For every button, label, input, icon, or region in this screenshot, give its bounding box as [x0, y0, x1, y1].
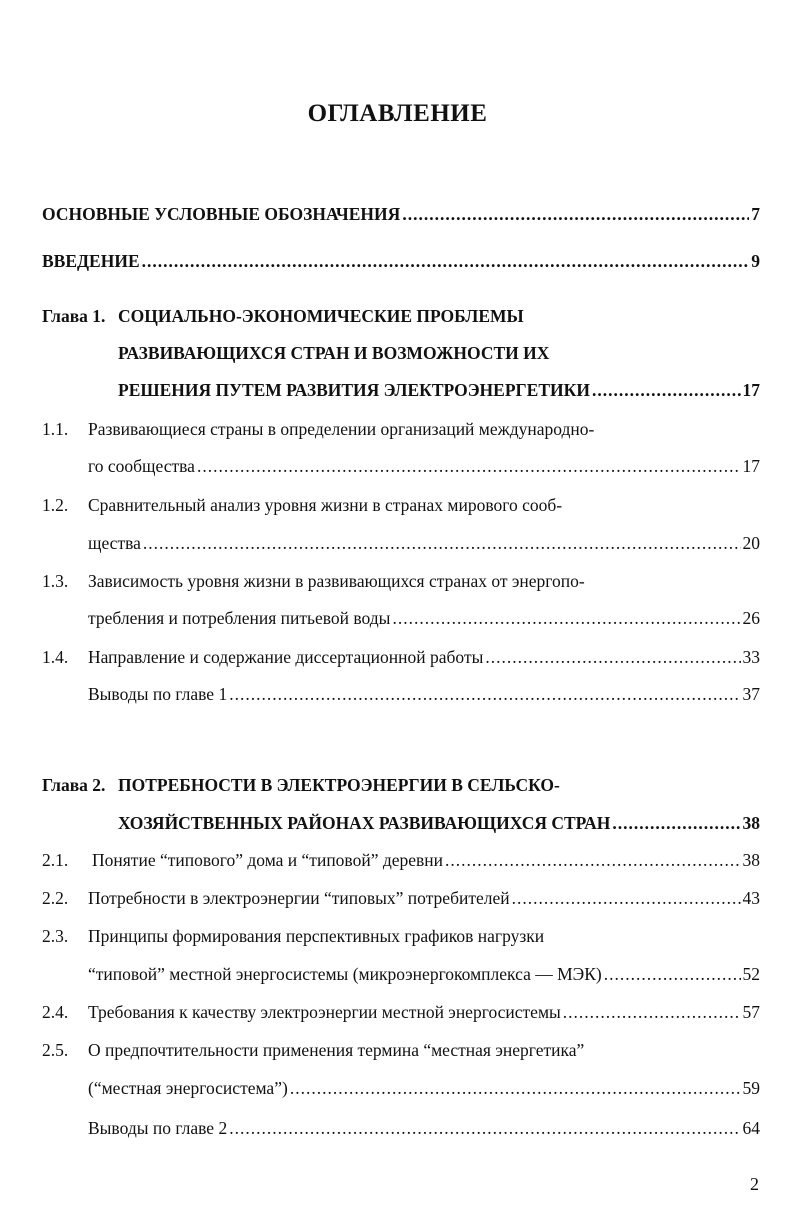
section-page: 43: [742, 888, 760, 908]
section-title: го сообщества: [88, 456, 195, 476]
section-title: щества: [88, 533, 141, 553]
section-page: 52: [742, 964, 760, 984]
section-1-1: [42, 419, 760, 445]
toc-entry-page: 9: [751, 251, 760, 271]
section-title: Понятие “типового” дома и “типовой” деревни: [92, 850, 444, 870]
section-title: требления и потребления питьевой воды: [88, 608, 391, 628]
chapter-title: РЕШЕНИЯ ПУТЕМ РАЗВИТИЯ ЭЛЕКТРОЭНЕРГЕТИКИ: [118, 380, 590, 400]
toc-leader-dots: [402, 204, 749, 225]
conclusion-title: Выводы по главе 2: [88, 1118, 228, 1138]
toc-leader-dots: [290, 1078, 741, 1099]
chapter-label: Глава 2.: [42, 775, 106, 795]
toc-entry-text: ОСНОВНЫЕ УСЛОВНЫЕ ОБОЗНАЧЕНИЯ: [42, 204, 401, 224]
chapter1-heading-line2: [42, 343, 760, 369]
chapter-title: СОЦИАЛЬНО-ЭКОНОМИЧЕСКИЕ ПРОБЛЕМЫ: [118, 306, 524, 326]
chapter-title: ХОЗЯЙСТВЕННЫХ РАЙОНАХ РАЗВИВАЮЩИХСЯ СТРАН: [118, 813, 611, 833]
chapter2-conclusion: [42, 1118, 760, 1144]
section-2-2: [42, 888, 760, 914]
section-page: 59: [742, 1078, 760, 1098]
toc-leader-dots: [445, 850, 740, 871]
toc-leader-dots: [197, 456, 741, 477]
toc-leader-dots: [512, 888, 741, 909]
page-title: ОГЛАВЛЕНИЕ: [307, 100, 488, 127]
section-1-3-cont: [42, 608, 760, 634]
section-page: 57: [742, 1002, 760, 1022]
section-2-4: [42, 1002, 760, 1028]
section-number: 1.1.: [42, 419, 69, 439]
section-title: Требования к качеству электроэнергии местной энергосистемы: [88, 1002, 561, 1022]
toc-leader-dots: [392, 608, 740, 629]
section-number: 2.2.: [42, 888, 69, 908]
section-2-5: [42, 1040, 760, 1066]
chapter2-heading-line2: [42, 813, 760, 839]
section-1-4: [42, 647, 760, 673]
section-number: 2.5.: [42, 1040, 69, 1060]
chapter-page: 17: [742, 380, 760, 400]
toc-leader-dots: [143, 533, 741, 554]
section-page: 17: [742, 456, 760, 476]
section-title: Зависимость уровня жизни в развивающихся странах от энергопо-: [88, 571, 585, 591]
section-1-3: [42, 571, 760, 597]
section-page: 38: [742, 850, 760, 870]
section-number: 1.3.: [42, 571, 69, 591]
section-number: 2.1.: [42, 850, 69, 870]
toc-leader-dots: [604, 964, 741, 985]
section-page: 20: [742, 533, 760, 553]
conclusion-title: Выводы по главе 1: [88, 684, 228, 704]
section-2-3: [42, 926, 760, 952]
section-number: 2.3.: [42, 926, 69, 946]
section-title: Развивающиеся страны в определении организаций международно-: [88, 419, 595, 439]
section-page: 33: [742, 647, 760, 667]
toc-leader-dots: [229, 684, 740, 705]
section-title: (“местная энергосистема”): [88, 1078, 288, 1098]
toc-entry-text: ВВЕДЕНИЕ: [42, 251, 140, 271]
chapter-title: РАЗВИВАЮЩИХСЯ СТРАН И ВОЗМОЖНОСТИ ИХ: [118, 343, 550, 363]
section-title: Потребности в электроэнергии “типовых” потребителей: [88, 888, 510, 908]
page-number: 2: [750, 1174, 759, 1194]
toc-leader-dots: [229, 1118, 740, 1139]
toc-leader-dots: [612, 813, 740, 834]
chapter1-heading-line3: [42, 380, 760, 406]
section-number: 1.2.: [42, 495, 69, 515]
section-title: Сравнительный анализ уровня жизни в странах мирового сооб-: [88, 495, 563, 515]
chapter1-conclusion: [42, 684, 760, 710]
toc-leader-dots: [142, 251, 750, 272]
chapter-label: Глава 1.: [42, 306, 106, 326]
section-2-3-cont: [42, 964, 760, 990]
section-title: О предпочтительности применения термина “местная энергетика”: [88, 1040, 585, 1060]
section-title: Принципы формирования перспективных графиков нагрузки: [88, 926, 545, 946]
section-title: Направление и содержание диссертационной работы: [88, 647, 484, 667]
toc-entry-page: 7: [751, 204, 760, 224]
conclusion-page: 64: [742, 1118, 760, 1138]
section-number: 2.4.: [42, 1002, 69, 1022]
chapter2-heading-line1: [42, 775, 760, 801]
conclusion-page: 37: [742, 684, 760, 704]
toc-leader-dots: [485, 647, 740, 668]
chapter-title: ПОТРЕБНОСТИ В ЭЛЕКТРОЭНЕРГИИ В СЕЛЬСКО-: [118, 775, 560, 795]
toc-leader-dots: [592, 380, 741, 401]
section-2-1: [42, 850, 760, 876]
toc-entry-notations: [42, 204, 760, 230]
section-number: 1.4.: [42, 647, 69, 667]
section-page: 26: [742, 608, 760, 628]
chapter-page: 38: [742, 813, 760, 833]
section-1-2: [42, 495, 760, 521]
section-1-2-cont: [42, 533, 760, 559]
toc-leader-dots: [563, 1002, 741, 1023]
section-title: “типовой” местной энергосистемы (микроэнергокомплекса — МЭК): [88, 964, 602, 984]
chapter1-heading-line1: [42, 306, 760, 332]
section-1-1-cont: [42, 456, 760, 482]
section-2-5-cont: [42, 1078, 760, 1104]
toc-entry-introduction: [42, 251, 760, 277]
